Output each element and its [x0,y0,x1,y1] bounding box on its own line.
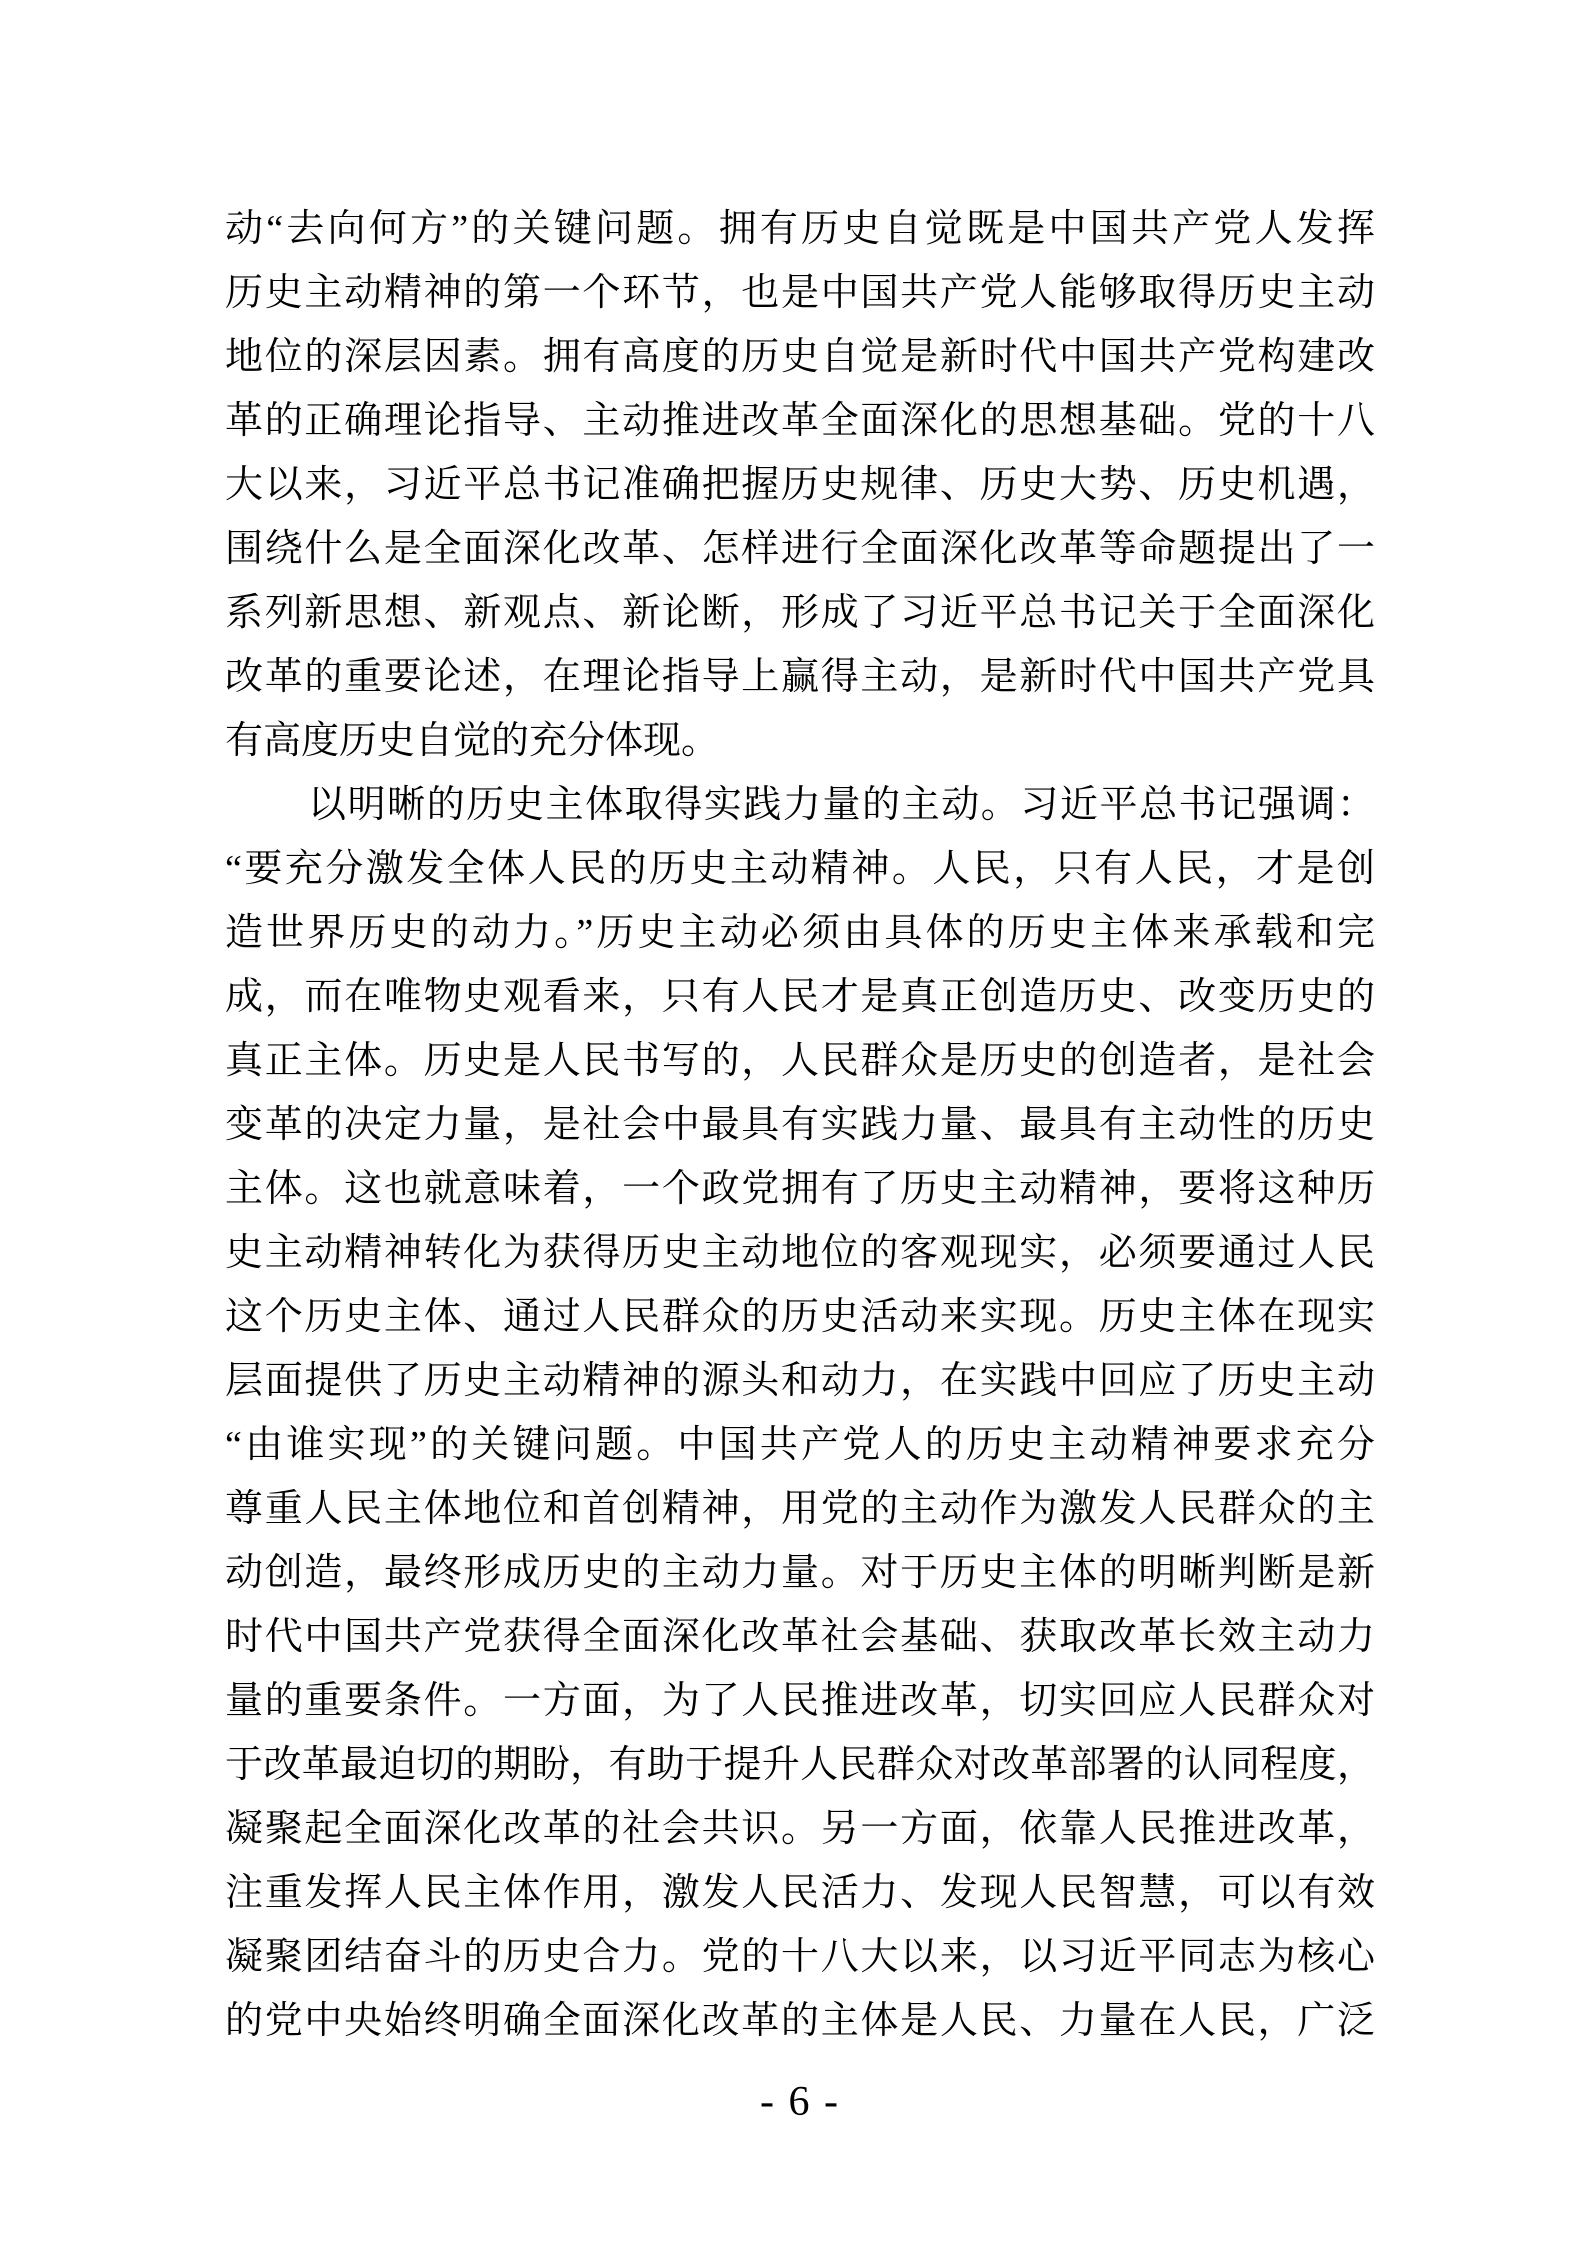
text-line: 围绕什么是全面深化改革、怎样进行全面深化改革等命题提出了一 [225,528,1375,570]
text-line: “要充分激发全体人民的历史主动精神。人民，只有人民，才是创 [225,848,1375,890]
text-line: 史主动精神转化为获得历史主动地位的客观现实，必须要通过人民 [225,1232,1375,1274]
page-number: - 6 - [760,2079,840,2125]
text-line: 注重发挥人民主体作用，激发人民活力、发现人民智慧，可以有效 [225,1872,1375,1914]
paragraph [225,773,1375,2053]
text-line: 凝聚起全面深化改革的社会共识。另一方面，依靠人民推进改革， [225,1808,1375,1850]
text-line: 主体。这也就意味着，一个政党拥有了历史主动精神，要将这种历 [225,1168,1375,1210]
text-line: 历史主动精神的第一个环节，也是中国共产党人能够取得历史主动 [225,272,1375,314]
text-line: 真正主体。历史是人民书写的，人民群众是历史的创造者，是社会 [225,1040,1375,1082]
text-line: 层面提供了历史主动精神的源头和动力，在实践中回应了历史主动 [225,1360,1375,1402]
text-line: 凝聚团结奋斗的历史合力。党的十八大以来，以习近平同志为核心 [225,1936,1375,1978]
text-line: 大以来，习近平总书记准确把握历史规律、历史大势、历史机遇， [225,464,1375,506]
text-line: 有高度历史自觉的充分体现。 [225,720,720,762]
paragraph [225,197,1375,773]
text-line: 动创造，最终形成历史的主动力量。对于历史主体的明晰判断是新 [225,1552,1375,1594]
text-line: 以明晰的历史主体取得实践力量的主动。习近平总书记强调： [308,784,1375,826]
text-line: 这个历史主体、通过人民群众的历史活动来实现。历史主体在现实 [225,1296,1375,1338]
text-line: 改革的重要论述，在理论指导上赢得主动，是新时代中国共产党具 [225,656,1375,698]
text-line: 成，而在唯物史观看来，只有人民才是真正创造历史、改变历史的 [225,976,1375,1018]
text-line: 系列新思想、新观点、新论断，形成了习近平总书记关于全面深化 [225,592,1375,634]
text-line: 动“去向何方”的关键问题。拥有历史自觉既是中国共产党人发挥 [225,208,1375,250]
text-line: 革的正确理论指导、主动推进改革全面深化的思想基础。党的十八 [225,400,1375,442]
text-line: 的党中央始终明确全面深化改革的主体是人民、力量在人民，广泛 [225,2000,1375,2042]
text-line: 地位的深层因素。拥有高度的历史自觉是新时代中国共产党构建改 [225,336,1375,378]
text-line: 于改革最迫切的期盼，有助于提升人民群众对改革部署的认同程度， [225,1744,1375,1786]
text-line: 造世界历史的动力。”历史主动必须由具体的历史主体来承载和完 [225,912,1375,954]
body-text [225,197,1375,2053]
text-line: 量的重要条件。一方面，为了人民推进改革，切实回应人民群众对 [225,1680,1375,1722]
text-line: 变革的决定力量，是社会中最具有实践力量、最具有主动性的历史 [225,1104,1375,1146]
text-line: 尊重人民主体地位和首创精神，用党的主动作为激发人民群众的主 [225,1488,1375,1530]
text-line: 时代中国共产党获得全面深化改革社会基础、获取改革长效主动力 [225,1616,1375,1658]
text-line: “由谁实现”的关键问题。中国共产党人的历史主动精神要求充分 [225,1424,1375,1466]
